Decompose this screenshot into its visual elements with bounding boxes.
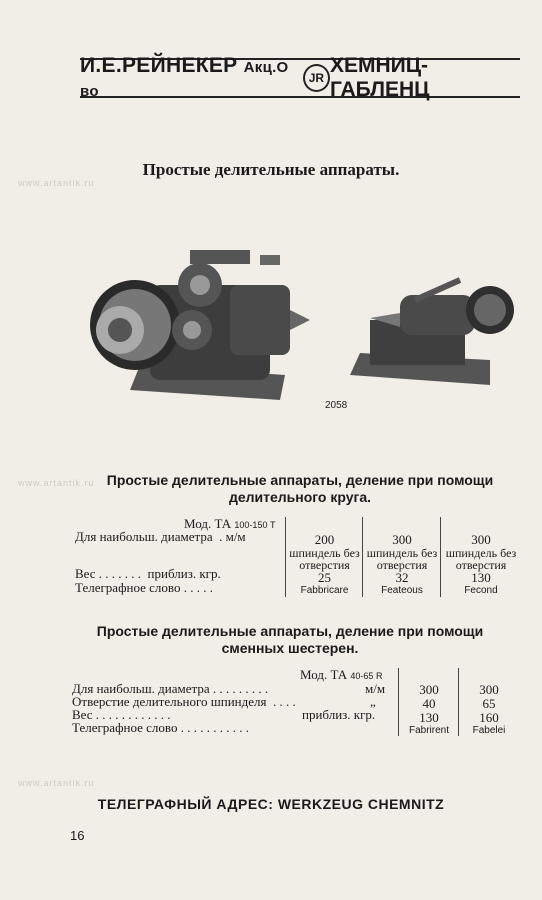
photo-number: 2058 bbox=[325, 400, 348, 411]
table-divider bbox=[362, 517, 363, 597]
company-logo: JR bbox=[303, 64, 330, 92]
table-divider bbox=[398, 668, 399, 736]
section1-row-diameter: Для наибольш. диаметра . м/м bbox=[75, 529, 246, 544]
section2-heading: Простые делительные аппараты, деление при помощи сменных шестерен. bbox=[96, 623, 484, 656]
section2-col-1: 300 40 130 Fabrirent bbox=[408, 682, 449, 736]
section1-heading: Простые делительные аппараты, деление при помощи делительного круга. bbox=[106, 472, 494, 505]
section1-row-telegraph: Телеграфное слово . . . . . bbox=[75, 580, 213, 595]
section2-row-telegraph: Телеграфное слово . . . . . . . . . . . bbox=[72, 720, 249, 735]
section1-col-3: 300 шпиндель без отверстия 130 Fecond bbox=[445, 532, 517, 596]
company-city: ХЕМНИЦ-ГАБЛЕНЦ bbox=[329, 54, 430, 101]
product-photo bbox=[80, 225, 520, 420]
watermark: www.artantik.ru bbox=[18, 478, 95, 488]
table-divider bbox=[458, 668, 459, 736]
section2-row-bore: Отверстие делительного шпинделя . . . . „ bbox=[72, 694, 376, 709]
section1-col-2: 300 шпиндель без отверстия 32 Feateous bbox=[366, 532, 438, 596]
section2-model: Мод. ТА 40-65 R bbox=[300, 667, 383, 682]
table-divider bbox=[440, 517, 441, 597]
section2-row-weight: Вес . . . . . . . . . . . . приблиз. кгр. bbox=[72, 707, 376, 722]
section1-col-1: 200 шпиндель без отверстия 25 Fabbricare bbox=[289, 532, 360, 596]
company-header bbox=[80, 54, 520, 101]
telegraph-address: ТЕЛЕГРАФНЫЙ АДРЕС: WERKZEUG CHEMNITZ bbox=[97, 796, 445, 812]
page-title: Простые делительные аппараты. bbox=[142, 160, 400, 179]
section2-row-diameter: Для наибольш. диаметра . . . . . . . . . м/м bbox=[72, 681, 386, 696]
page-number: 16 bbox=[70, 828, 85, 843]
section1-model: Мод. ТА 100-150 Т bbox=[184, 516, 276, 531]
section2-col-2: 300 65 160 Fabelei bbox=[472, 682, 506, 736]
section1-row-weight: Вес . . . . . . . приблиз. кгр. bbox=[75, 566, 221, 581]
watermark: www.artantik.ru bbox=[18, 778, 95, 788]
company-name: И.Е.РЕЙНЕКЕР Акц.О во bbox=[80, 54, 289, 100]
table-divider bbox=[285, 517, 286, 597]
watermark: www.artantik.ru bbox=[18, 178, 95, 188]
